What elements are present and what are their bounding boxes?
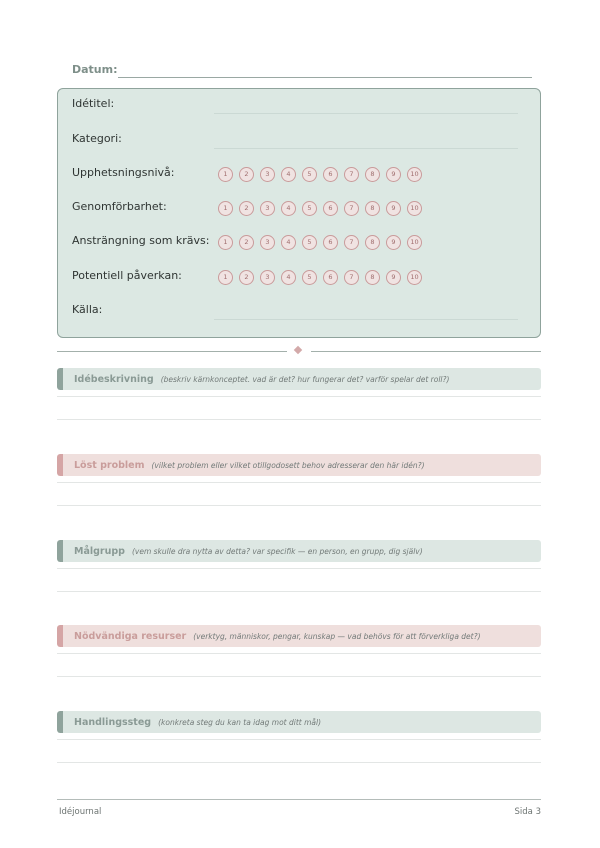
- rating-option[interactable]: 8: [365, 235, 380, 250]
- rating-option[interactable]: 10: [407, 235, 422, 250]
- rating-option[interactable]: 7: [344, 235, 359, 250]
- rating-option[interactable]: 2: [239, 167, 254, 182]
- section-hint: (beskriv kärnkonceptet. vad är det? hur fungerar det? varför spelar det roll?): [160, 374, 450, 384]
- section-header: [57, 625, 541, 647]
- rating-option[interactable]: 4: [281, 167, 296, 182]
- writing-line[interactable]: [57, 419, 541, 420]
- rating-option[interactable]: 7: [344, 270, 359, 285]
- rating-option[interactable]: 9: [386, 270, 401, 285]
- field-row: [72, 232, 526, 252]
- section-title: Idébeskrivning: [74, 373, 154, 385]
- rating-option[interactable]: 1: [218, 201, 233, 216]
- writing-line[interactable]: [57, 505, 541, 506]
- journal-section: [57, 454, 541, 526]
- rating-option[interactable]: 2: [239, 235, 254, 250]
- writing-line[interactable]: [57, 676, 541, 677]
- rating-option[interactable]: 9: [386, 201, 401, 216]
- section-title: Målgrupp: [74, 545, 125, 557]
- footer-rule: [57, 799, 541, 800]
- section-header: [57, 454, 541, 476]
- rating-option[interactable]: 5: [302, 167, 317, 182]
- section-header: [57, 711, 541, 733]
- rating-option[interactable]: 7: [344, 167, 359, 182]
- writing-line[interactable]: [57, 396, 541, 397]
- footer-journal-name: Idéjournal: [59, 807, 102, 817]
- field-row: [72, 164, 526, 184]
- rating-option[interactable]: 4: [281, 235, 296, 250]
- writing-line[interactable]: [57, 591, 541, 592]
- section-hint: (verktyg, människor, pengar, kunskap — vad behövs för att förverkliga det?): [193, 631, 481, 641]
- rating-scale: [218, 164, 422, 184]
- rating-option[interactable]: 8: [365, 270, 380, 285]
- field-label: Ansträngning som krävs:: [72, 234, 210, 247]
- field-input-line[interactable]: [214, 148, 518, 149]
- rating-option[interactable]: 7: [344, 201, 359, 216]
- rating-option[interactable]: 6: [323, 167, 338, 182]
- writing-line[interactable]: [57, 653, 541, 654]
- rating-option[interactable]: 5: [302, 235, 317, 250]
- rating-option[interactable]: 1: [218, 167, 233, 182]
- section-accent-bar: [57, 454, 63, 476]
- journal-section: [57, 711, 541, 783]
- section-title: Löst problem: [74, 459, 145, 471]
- rating-option[interactable]: 3: [260, 201, 275, 216]
- field-row: [72, 198, 526, 218]
- field-input-line[interactable]: [214, 113, 518, 114]
- section-accent-bar: [57, 625, 63, 647]
- date-input-line[interactable]: [118, 77, 532, 78]
- rating-option[interactable]: 5: [302, 270, 317, 285]
- journal-section: [57, 540, 541, 612]
- section-hint: (vem skulle dra nytta av detta? var specifik — en person, en grupp, dig själv): [131, 546, 423, 556]
- journal-section: [57, 368, 541, 440]
- field-label: Källa:: [72, 303, 103, 316]
- rating-option[interactable]: 5: [302, 201, 317, 216]
- rating-option[interactable]: 4: [281, 201, 296, 216]
- field-row: [72, 267, 526, 287]
- rating-option[interactable]: 6: [323, 270, 338, 285]
- footer-page-number: Sida 3: [514, 807, 541, 817]
- rating-option[interactable]: 3: [260, 235, 275, 250]
- diamond-ornament-icon: [294, 346, 302, 354]
- rating-scale: [218, 267, 422, 287]
- section-header: [57, 368, 541, 390]
- date-row: [72, 60, 532, 80]
- rating-option[interactable]: 6: [323, 201, 338, 216]
- date-label: Datum:: [72, 63, 118, 76]
- rating-option[interactable]: 10: [407, 270, 422, 285]
- rating-option[interactable]: 4: [281, 270, 296, 285]
- section-title: Handlingssteg: [74, 716, 152, 728]
- section-hint: (konkreta steg du kan ta idag mot ditt mål): [158, 717, 322, 727]
- rating-option[interactable]: 2: [239, 201, 254, 216]
- idea-details-card: [57, 88, 541, 338]
- section-accent-bar: [57, 711, 63, 733]
- writing-line[interactable]: [57, 568, 541, 569]
- rating-option[interactable]: 3: [260, 167, 275, 182]
- rating-option[interactable]: 2: [239, 270, 254, 285]
- rating-option[interactable]: 6: [323, 235, 338, 250]
- field-row: [72, 301, 526, 321]
- writing-line[interactable]: [57, 762, 541, 763]
- rating-option[interactable]: 9: [386, 167, 401, 182]
- section-accent-bar: [57, 540, 63, 562]
- rating-option[interactable]: 10: [407, 201, 422, 216]
- section-divider: [57, 346, 541, 356]
- rating-option[interactable]: 8: [365, 201, 380, 216]
- rating-option[interactable]: 8: [365, 167, 380, 182]
- field-label: Potentiell påverkan:: [72, 269, 182, 282]
- writing-line[interactable]: [57, 482, 541, 483]
- rating-scale: [218, 198, 422, 218]
- field-label: Genomförbarhet:: [72, 200, 167, 213]
- field-label: Idétitel:: [72, 97, 115, 110]
- section-hint: (vilket problem eller vilket otillgodosett behov adresserar den här idén?): [151, 460, 425, 470]
- rating-option[interactable]: 10: [407, 167, 422, 182]
- field-input-line[interactable]: [214, 319, 518, 320]
- writing-line[interactable]: [57, 739, 541, 740]
- section-title: Nödvändiga resurser: [74, 630, 187, 642]
- rating-option[interactable]: 1: [218, 235, 233, 250]
- field-row: [72, 130, 526, 150]
- section-header: [57, 540, 541, 562]
- rating-option[interactable]: 9: [386, 235, 401, 250]
- field-label: Kategori:: [72, 132, 122, 145]
- rating-option[interactable]: 1: [218, 270, 233, 285]
- rating-scale: [218, 232, 422, 252]
- field-label: Upphetsningsnivå:: [72, 166, 175, 179]
- journal-section: [57, 625, 541, 697]
- field-row: [72, 95, 526, 115]
- rating-option[interactable]: 3: [260, 270, 275, 285]
- section-accent-bar: [57, 368, 63, 390]
